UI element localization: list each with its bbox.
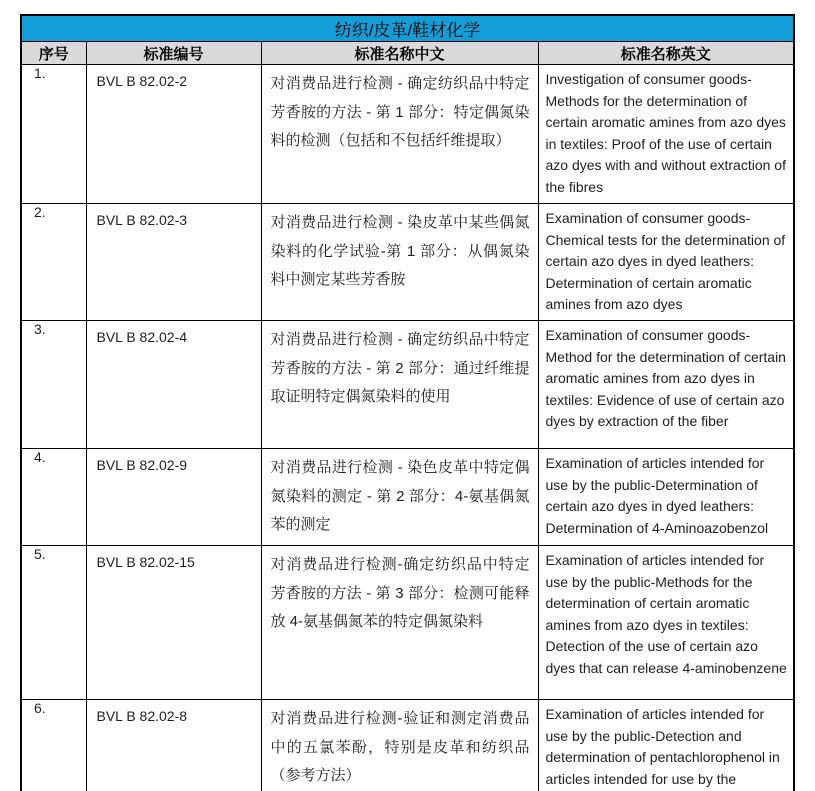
col-header-name-en: 标准名称英文 xyxy=(538,42,794,65)
standards-table xyxy=(20,14,795,791)
standard-name-zh-cell: 对消费品进行检测 - 染色皮革中特定偶氮染料的测定 - 第 2 部分：4-氨基偶氮苯的测定 xyxy=(261,449,538,546)
table-body xyxy=(21,65,794,791)
row-number-cell: 3. xyxy=(21,321,86,449)
standard-code-cell: BVL B 82.02-15 xyxy=(86,546,261,700)
standard-name-zh-cell: 对消费品进行检测 - 确定纺织品中特定芳香胺的方法 - 第 1 部分：特定偶氮染料的检测（包括和不包括纤维提取） xyxy=(261,65,538,204)
table-row xyxy=(21,65,794,204)
standard-name-en-cell: Examination of consumer goods-Method for the determination of certain aromatic amines from azo dyes in textiles: Evidence of use of certain azo dyes by extraction of the fiber xyxy=(538,321,794,449)
standard-name-zh-cell: 对消费品进行检测-确定纺织品中特定芳香胺的方法 - 第 3 部分：检测可能释放 4-氨基偶氮苯的特定偶氮染料 xyxy=(261,546,538,700)
title-row xyxy=(21,15,794,42)
standard-name-zh-cell: 对消费品进行检测 - 确定纺织品中特定芳香胺的方法 - 第 2 部分：通过纤维提取证明特定偶氮染料的使用 xyxy=(261,321,538,449)
standard-name-en-cell: Examination of articles intended for use by the public-Determination of certain azo dyes in dyed leathers: Determination of 4-Aminoazobenzol xyxy=(538,449,794,546)
table-row xyxy=(21,546,794,700)
standard-name-en-cell: Examination of articles intended for use by the public-Methods for the determination of certain aromatic amines from azo dyes in textiles: Detection of the use of certain azo dyes that can release 4-aminobenzene xyxy=(538,546,794,700)
column-header-row xyxy=(21,42,794,65)
table-row xyxy=(21,700,794,791)
row-number-cell: 4. xyxy=(21,449,86,546)
standard-code-cell: BVL B 82.02-3 xyxy=(86,204,261,321)
table-row xyxy=(21,449,794,546)
table-head xyxy=(21,15,794,65)
row-number-cell: 1. xyxy=(21,65,86,204)
standard-name-en-cell: Examination of consumer goods-Chemical tests for the determination of certain azo dyes in dyed leathers: Determination of certain aromatic amines from azo dyes xyxy=(538,204,794,321)
standard-name-zh-cell: 对消费品进行检测-验证和测定消费品中的五氯苯酚，特别是皮革和纺织品（参考方法） xyxy=(261,700,538,791)
col-header-code: 标准编号 xyxy=(86,42,261,65)
standard-code-cell: BVL B 82.02-4 xyxy=(86,321,261,449)
table-row xyxy=(21,321,794,449)
row-number-cell: 5. xyxy=(21,546,86,700)
standard-name-en-cell: Examination of articles intended for use by the public-Detection and determination of pentachlorophenol in articles intended for use by the xyxy=(538,700,794,791)
col-header-seq: 序号 xyxy=(21,42,86,65)
standard-name-en-cell: Investigation of consumer goods-Methods for the determination of certain aromatic amines from azo dyes in textiles: Proof of the use of certain azo dyes with and without extraction of the fibres xyxy=(538,65,794,204)
standard-code-cell: BVL B 82.02-8 xyxy=(86,700,261,791)
standard-name-zh-cell: 对消费品进行检测 - 染皮革中某些偶氮染料的化学试验-第 1 部分：从偶氮染料中测定某些芳香胺 xyxy=(261,204,538,321)
col-header-name-zh: 标准名称中文 xyxy=(261,42,538,65)
table-row xyxy=(21,204,794,321)
standard-code-cell: BVL B 82.02-2 xyxy=(86,65,261,204)
row-number-cell: 2. xyxy=(21,204,86,321)
table-title: 纺织/皮革/鞋材化学 xyxy=(21,15,794,42)
row-number-cell: 6. xyxy=(21,700,86,791)
standard-code-cell: BVL B 82.02-9 xyxy=(86,449,261,546)
